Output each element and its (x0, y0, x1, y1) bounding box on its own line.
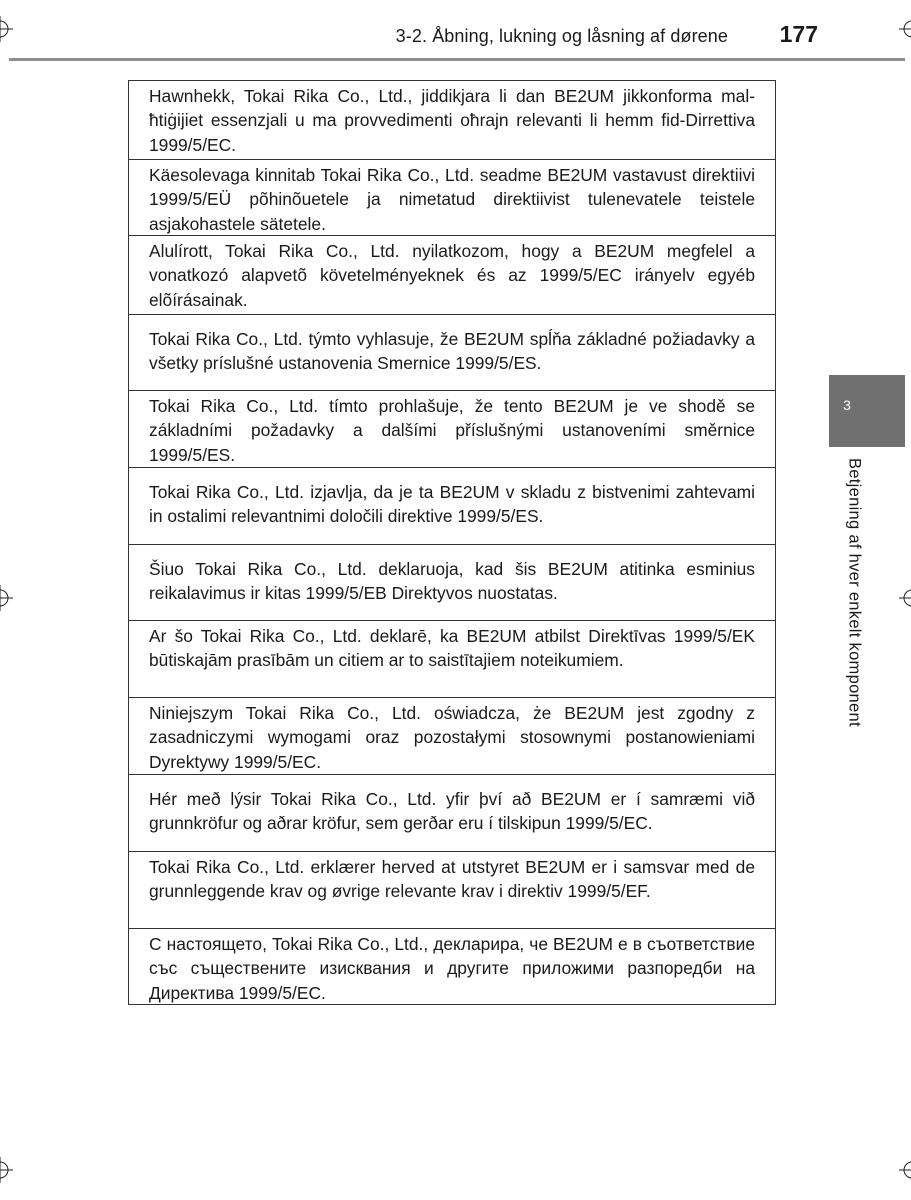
declaration-text: Ar šo Tokai Rika Co., Ltd. deklarē, ka BE2UM atbilst Direktīvas 1999/5/EK būtiskajām prasībām un citiem ar to saistītajiem noteikumiem. (149, 626, 755, 671)
declaration-text: Tokai Rika Co., Ltd. tímto prohlašuje, že tento BE2UM je ve shodě se základními požadavky a dalšími příslušnými ustanoveními směrnice 1999/5/ES. (149, 396, 755, 465)
page-number: 177 (779, 21, 818, 47)
registration-mark-icon (899, 16, 911, 42)
registration-mark-icon (0, 1157, 13, 1183)
declaration-text: Šiuo Tokai Rika Co., Ltd. deklaruoja, kad šis BE2UM atitinka esminius reikalavimus ir kitas 1999/5/EB Direktyvos nuostatas. (149, 559, 755, 604)
declaration-row-bulgarian (129, 928, 775, 1004)
registration-mark-icon (0, 16, 13, 42)
declaration-text: Tokai Rika Co., Ltd. týmto vyhlasuje, že BE2UM spĺňa základné požiadavky a všetky príslušné ustanovenia Smernice 1999/5/ES. (149, 329, 755, 374)
declaration-text: Tokai Rika Co., Ltd. erklærer herved at utstyret BE2UM er i samsvar med de grunnleggende krav og øvrige relevante krav i direktiv 1999/5/EF. (149, 857, 755, 902)
declaration-text: Alulírott, Tokai Rika Co., Ltd. nyilatkozom, hogy a BE2UM megfelel a vonatkozó alapvetõ követelményeknek és az 1999/5/EC irányelv egyéb elõírásainak. (149, 241, 755, 310)
declaration-row-polish (129, 697, 775, 774)
declaration-row-hungarian (129, 235, 775, 314)
declaration-row-norwegian (129, 851, 775, 928)
declaration-row-estonian (129, 159, 775, 235)
declaration-text: Hér með lýsir Tokai Rika Co., Ltd. yfir því að BE2UM er í samræmi við grunnkröfur og aðrar kröfur, sem gerðar eru í tilskipun 1999/5/EC. (149, 789, 755, 834)
declaration-row-slovak (129, 314, 775, 390)
declaration-text: Niniejszym Tokai Rika Co., Ltd. oświadcza, że BE2UM jest zgodny z zasadniczymi wymogami oraz pozostałymi stosownymi postanowieniami Dyrektywy 1999/5/EC. (149, 703, 755, 772)
declaration-text: Tokai Rika Co., Ltd. izjavlja, da je ta BE2UM v skladu z bistvenimi zahtevami in ostalimi relevantnimi določili direktive 1999/5/ES. (149, 482, 755, 527)
declaration-row-lithuanian (129, 544, 775, 620)
header-divider (9, 58, 905, 61)
registration-mark-icon (899, 585, 911, 611)
declaration-row-icelandic (129, 774, 775, 851)
declaration-row-czech (129, 390, 775, 467)
registration-mark-icon (0, 585, 13, 611)
chapter-side-label: Betjening af hver enkelt komponent (845, 458, 864, 727)
declaration-text: Hawnhekk, Tokai Rika Co., Ltd., jiddikjara li dan BE2UM jikkonforma mal-ħtiġijiet essenzjali u ma provvedimenti oħrajn relevanti li hemm fid-Dirrettiva 1999/5/EC. (149, 86, 755, 155)
declaration-table (128, 80, 776, 1005)
declaration-row-slovenian (129, 467, 775, 544)
declaration-text: Käesolevaga kinnitab Tokai Rika Co., Ltd. seadme BE2UM vastavust direktiivi 1999/5/EÜ põhinõuetele ja nimetatud direktiivist tulenevatele teistele asjakohastele sätetele. (149, 165, 755, 234)
chapter-number: 3 (843, 397, 851, 413)
section-title: 3-2. Åbning, lukning og låsning af dørene (395, 26, 728, 46)
declaration-row-latvian (129, 620, 775, 697)
registration-mark-icon (899, 1157, 911, 1183)
chapter-tab (829, 375, 905, 447)
declaration-row-maltese (129, 81, 775, 159)
declaration-text: С настоящето, Tokai Rika Co., Ltd., декларира, че BE2UM е в съответствие със съществените изисквания и другите приложими разпоредби на Директива 1999/5/EC. (149, 934, 755, 1003)
